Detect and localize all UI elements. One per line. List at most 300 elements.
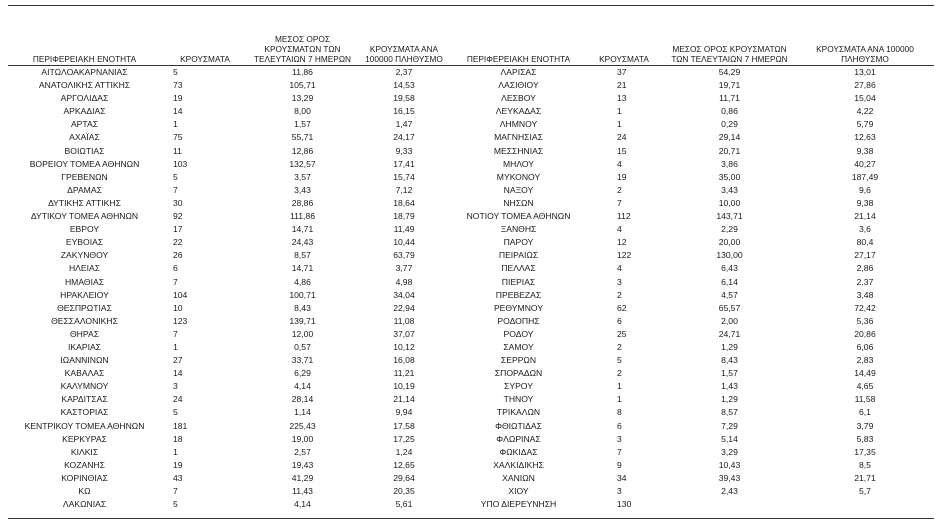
right-cases-cell: 3	[617, 433, 622, 444]
table-row	[8, 118, 934, 131]
right-avg-cell: 2,29	[721, 224, 738, 235]
right-avg-cell: 4,57	[721, 289, 738, 300]
right-per100k-cell: 12,63	[854, 132, 876, 143]
right-avg-cell: 130,00	[716, 250, 743, 261]
left-cases-cell: 19	[173, 459, 183, 470]
regional-cases-table	[8, 26, 934, 511]
left-cases-cell: 7	[173, 328, 178, 339]
table-row	[8, 498, 934, 511]
left-region-cell: ΚΩ	[78, 486, 91, 496]
left-region-cell: ΚΑΣΤΟΡΙΑΣ	[60, 407, 109, 418]
left-region-cell: ΔΥΤΙΚΟΥ ΤΟΜΕΑ ΑΘΗΝΩΝ	[30, 211, 139, 222]
left-avg-cell: 14,71	[291, 224, 314, 235]
table-row	[8, 459, 934, 472]
right-cases-cell: 4	[617, 158, 622, 169]
top-rule	[8, 5, 934, 6]
table-row	[8, 197, 934, 210]
right-region-cell: ΧΙΟΥ	[508, 486, 529, 496]
right-per100k-cell: 5,79	[856, 119, 874, 130]
table-row	[8, 341, 934, 354]
left-per100k-cell: 10,19	[393, 381, 415, 392]
right-avg-cell: 11,71	[719, 93, 740, 104]
table-row	[8, 367, 934, 380]
table-row	[8, 433, 934, 446]
right-per100k-cell: 4,22	[856, 106, 874, 117]
left-avg-cell: 11,86	[292, 67, 313, 77]
table-row	[8, 289, 934, 302]
left-cases-cell: 1	[173, 119, 178, 130]
left-avg-cell: 55,71	[291, 132, 314, 143]
right-cases-cell: 13	[617, 93, 627, 104]
right-avg-cell: 5,14	[721, 433, 738, 444]
left-avg-cell: 28,14	[291, 394, 314, 405]
right-avg-cell: 8,57	[721, 407, 738, 418]
left-avg-cell: 100,71	[289, 289, 316, 300]
left-per100k-cell: 14,53	[393, 80, 415, 91]
left-per100k-cell: 22,94	[393, 302, 415, 313]
left-per100k-cell: 10,44	[393, 237, 415, 248]
left-cases-cell: 27	[173, 355, 183, 366]
right-cases-cell: 34	[617, 472, 627, 483]
right-region-cell: ΧΑΛΚΙΔΙΚΗΣ	[493, 459, 544, 470]
left-cases-cell: 104	[173, 289, 188, 300]
left-avg-cell: 105,71	[289, 80, 316, 91]
left-avg-cell: 8,00	[294, 106, 311, 117]
right-cases-cell: 62	[617, 302, 627, 313]
right-region-cell: ΠΕΛΛΑΣ	[501, 263, 536, 274]
right-cases-cell: 122	[617, 250, 632, 261]
table-row	[8, 302, 934, 315]
left-per100k-cell: 7,12	[395, 184, 413, 195]
left-cases-cell: 6	[173, 263, 178, 274]
left-cases-cell: 10	[173, 302, 183, 313]
header-per100k-left: ΚΡΟΥΣΜΑΤΑ ΑΝΑ 100000 ΠΛΗΘΥΣΜΟ	[356, 26, 452, 66]
left-per100k-cell: 9,94	[395, 407, 413, 418]
right-cases-cell: 25	[617, 328, 627, 339]
left-avg-cell: 19,00	[291, 433, 314, 444]
left-avg-cell: 11,43	[292, 486, 313, 496]
right-cases-cell: 21	[617, 80, 627, 91]
right-region-cell: ΥΠΟ ΔΙΕΡΕΥΝΗΣΗ	[480, 499, 557, 510]
right-avg-cell: 2,43	[721, 486, 738, 496]
right-cases-cell: 9	[617, 459, 622, 470]
right-cases-cell: 19	[617, 171, 627, 182]
table-row	[8, 131, 934, 144]
right-avg-cell: 7,29	[721, 420, 738, 431]
left-avg-cell: 6,29	[294, 368, 311, 379]
table-row	[8, 236, 934, 249]
left-cases-cell: 11	[173, 145, 182, 156]
left-cases-cell: 24	[173, 394, 183, 405]
right-per100k-cell: 5,36	[856, 315, 874, 326]
right-cases-cell: 2	[617, 289, 622, 300]
left-cases-cell: 5	[173, 407, 178, 418]
right-cases-cell: 24	[617, 132, 627, 143]
left-cases-cell: 75	[173, 132, 183, 143]
right-region-cell: ΧΑΝΙΩΝ	[502, 472, 535, 483]
right-avg-cell: 2,00	[721, 315, 738, 326]
table-body	[8, 66, 934, 512]
right-per100k-cell: 9,38	[856, 197, 874, 208]
table-row	[8, 354, 934, 367]
left-avg-cell: 139,71	[289, 315, 316, 326]
table-row	[8, 393, 934, 406]
right-avg-cell: 20,00	[718, 237, 741, 248]
left-cases-cell: 181	[173, 420, 188, 431]
header-per100k-right: ΚΡΟΥΣΜΑΤΑ ΑΝΑ 100000 ΠΛΗΘΥΣΜΟ	[796, 26, 934, 66]
table-row	[8, 406, 934, 419]
right-cases-cell: 7	[617, 446, 622, 457]
left-avg-cell: 24,43	[291, 237, 314, 248]
left-avg-cell: 3,57	[294, 171, 311, 182]
left-avg-cell: 41,29	[291, 472, 314, 483]
left-per100k-cell: 15,74	[393, 171, 415, 182]
right-per100k-cell: 8,5	[859, 459, 871, 470]
right-per100k-cell: 27,86	[854, 80, 876, 91]
header-avg-right: ΜΕΣΟΣ ΟΡΟΣ ΚΡΟΥΣΜΑΤΩΝ ΤΩΝ ΤΕΛΕΥΤΑΙΩΝ 7 ΗΜΕΡΩΝ	[663, 26, 796, 66]
right-avg-cell: 39,43	[718, 472, 741, 483]
right-region-cell: ΛΑΡΙΣΑΣ	[500, 67, 537, 77]
left-region-cell: ΚΑΡΔΙΤΣΑΣ	[61, 394, 108, 405]
right-cases-cell: 6	[617, 420, 622, 431]
right-region-cell: ΠΡΕΒΕΖΑΣ	[495, 289, 542, 300]
right-cases-cell: 1	[617, 106, 622, 117]
left-per100k-cell: 11,49	[393, 224, 415, 235]
right-cases-cell: 15	[617, 145, 627, 156]
right-region-cell: ΦΘΙΩΤΙΔΑΣ	[495, 420, 542, 431]
left-region-cell: ΑΧΑΪΑΣ	[69, 132, 100, 143]
right-per100k-cell: 17,35	[854, 446, 876, 457]
left-avg-cell: 12,00	[291, 328, 314, 339]
right-region-cell: ΛΕΣΒΟΥ	[501, 93, 536, 104]
table-row	[8, 315, 934, 328]
left-region-cell: ΑΡΚΑΔΙΑΣ	[63, 106, 106, 117]
right-avg-cell: 1,43	[721, 381, 738, 392]
left-per100k-cell: 11,21	[393, 368, 415, 379]
left-cases-cell: 1	[173, 341, 178, 352]
right-cases-cell: 2	[617, 368, 622, 379]
right-region-cell: ΜΗΛΟΥ	[502, 158, 535, 169]
header-row	[8, 26, 934, 66]
right-avg-cell: 65,57	[718, 302, 741, 313]
left-per100k-cell: 21,14	[393, 394, 415, 405]
right-region-cell: ΡΟΔΟΥ	[503, 328, 534, 339]
right-region-cell: ΝΑΞΟΥ	[503, 184, 534, 195]
right-per100k-cell: 9,6	[859, 184, 871, 195]
left-per100k-cell: 4,98	[395, 276, 413, 287]
table-row	[8, 66, 934, 80]
right-per100k-cell: 4,65	[856, 381, 874, 392]
left-per100k-cell: 17,25	[393, 433, 415, 444]
left-region-cell: ΕΥΒΟΙΑΣ	[65, 237, 104, 248]
right-per100k-cell: 13,01	[854, 67, 876, 77]
right-region-cell: ΤΡΙΚΑΛΩΝ	[496, 407, 541, 418]
left-per100k-cell: 18,64	[393, 197, 415, 208]
table-row	[8, 446, 934, 459]
right-cases-cell: 2	[617, 184, 622, 195]
right-avg-cell: 10,00	[718, 197, 741, 208]
left-region-cell: ΙΚΑΡΙΑΣ	[67, 341, 101, 352]
right-cases-cell: 3	[617, 486, 622, 496]
left-per100k-cell: 10,12	[393, 341, 415, 352]
left-region-cell: ΚΑΛΥΜΝΟΥ	[60, 381, 109, 392]
right-avg-cell: 3,43	[721, 184, 738, 195]
right-per100k-cell: 3,48	[856, 289, 874, 300]
right-region-cell: ΜΕΣΣΗΝΙΑΣ	[493, 145, 544, 156]
right-region-cell: ΜΑΓΝΗΣΙΑΣ	[494, 132, 543, 143]
bottom-rule	[8, 518, 934, 519]
right-region-cell: ΞΑΝΘΗΣ	[500, 224, 537, 235]
left-cases-cell: 73	[173, 80, 183, 91]
left-cases-cell: 19	[173, 93, 183, 104]
right-avg-cell: 6,43	[721, 263, 738, 274]
left-cases-cell: 3	[173, 381, 178, 392]
table-row	[8, 328, 934, 341]
left-per100k-cell: 17,41	[393, 158, 415, 169]
left-per100k-cell: 5,61	[395, 499, 413, 510]
right-cases-cell: 8	[617, 407, 622, 418]
left-per100k-cell: 29,64	[393, 472, 415, 483]
table-row	[8, 158, 934, 171]
right-cases-cell: 1	[617, 381, 622, 392]
left-avg-cell: 4,86	[294, 276, 311, 287]
right-cases-cell: 7	[617, 197, 622, 208]
left-cases-cell: 92	[173, 211, 183, 222]
left-avg-cell: 111,86	[289, 211, 315, 222]
left-cases-cell: 14	[173, 106, 183, 117]
header-region-right: ΠΕΡΙΦΕΡΕΙΑΚΗ ΕΝΟΤΗΤΑ	[452, 26, 585, 66]
left-per100k-cell: 1,47	[395, 119, 413, 130]
header-cases-right: ΚΡΟΥΣΜΑΤΑ	[585, 26, 663, 66]
right-avg-cell: 29,14	[718, 132, 741, 143]
right-cases-cell: 3	[617, 276, 622, 287]
left-region-cell: ΘΕΣΠΡΩΤΙΑΣ	[57, 302, 112, 313]
table-row	[8, 485, 934, 498]
right-per100k-cell: 14,49	[854, 368, 876, 379]
right-per100k-cell: 5,83	[856, 433, 874, 444]
left-region-cell: ΛΑΚΩΝΙΑΣ	[62, 499, 107, 510]
left-cases-cell: 14	[173, 368, 183, 379]
header-region-left: ΠΕΡΙΦΕΡΕΙΑΚΗ ΕΝΟΤΗΤΑ	[8, 26, 161, 66]
left-per100k-cell: 18,79	[393, 211, 415, 222]
table-row	[8, 79, 934, 92]
right-cases-cell: 112	[617, 211, 631, 222]
left-per100k-cell: 37,07	[393, 328, 415, 339]
right-per100k-cell: 2,83	[856, 355, 874, 366]
left-cases-cell: 7	[173, 184, 178, 195]
right-region-cell: ΛΗΜΝΟΥ	[499, 119, 538, 130]
left-avg-cell: 0,57	[294, 341, 311, 352]
left-region-cell: ΔΡΑΜΑΣ	[67, 184, 102, 195]
left-region-cell: ΕΒΡΟΥ	[69, 224, 100, 235]
table-row	[8, 420, 934, 433]
table-row	[8, 184, 934, 197]
left-avg-cell: 19,43	[291, 459, 314, 470]
left-region-cell: ΑΙΤΩΛΟΑΚΑΡΝΑΝΙΑΣ	[41, 67, 128, 77]
right-region-cell: ΝΟΤΙΟΥ ΤΟΜΕΑ ΑΘΗΝΩΝ	[466, 211, 571, 222]
table-row	[8, 380, 934, 393]
left-cases-cell: 103	[173, 158, 188, 169]
right-cases-cell: 5	[617, 355, 622, 366]
table-row	[8, 171, 934, 184]
right-avg-cell: 24,71	[718, 328, 741, 339]
right-per100k-cell: 9,38	[856, 145, 874, 156]
table-row	[8, 223, 934, 236]
left-region-cell: ΚΟΖΑΝΗΣ	[64, 459, 105, 470]
right-per100k-cell: 72,42	[854, 302, 876, 313]
right-avg-cell: 1,29	[721, 341, 738, 352]
left-avg-cell: 33,71	[291, 355, 314, 366]
right-per100k-cell: 5,7	[859, 486, 871, 496]
table-row	[8, 249, 934, 262]
left-region-cell: ΑΡΤΑΣ	[70, 119, 99, 130]
right-avg-cell: 6,14	[721, 276, 738, 287]
left-cases-cell: 5	[173, 499, 178, 510]
right-region-cell: ΜΥΚΟΝΟΥ	[496, 171, 541, 182]
right-per100k-cell: 6,1	[859, 407, 871, 418]
left-cases-cell: 22	[173, 237, 183, 248]
left-cases-cell: 26	[173, 250, 183, 261]
right-cases-cell: 4	[617, 263, 622, 274]
header-cases-left: ΚΡΟΥΣΜΑΤΑ	[161, 26, 249, 66]
left-region-cell: ΚΕΝΤΡΙΚΟΥ ΤΟΜΕΑ ΑΘΗΝΩΝ	[24, 420, 145, 431]
right-avg-cell: 1,29	[721, 394, 738, 405]
left-avg-cell: 28,86	[291, 197, 314, 208]
left-region-cell: ΚΙΛΚΙΣ	[70, 446, 99, 457]
right-per100k-cell: 3,6	[859, 224, 871, 235]
right-avg-cell: 35,00	[718, 171, 741, 182]
header-avg-left: ΜΕΣΟΣ ΟΡΟΣ ΚΡΟΥΣΜΑΤΩΝ ΤΩΝ ΤΕΛΕΥΤΑΙΩΝ 7 ΗΜΕΡΩΝ	[249, 26, 356, 66]
left-region-cell: ΙΩΑΝΝΙΝΩΝ	[60, 355, 109, 366]
right-cases-cell: 12	[617, 237, 627, 248]
table-row	[8, 276, 934, 289]
right-region-cell: ΦΩΚΙΔΑΣ	[499, 446, 538, 457]
right-cases-cell: 37	[617, 67, 627, 77]
right-region-cell: ΝΗΣΩΝ	[503, 197, 534, 208]
left-avg-cell: 12,86	[291, 145, 314, 156]
left-avg-cell: 4,14	[294, 499, 311, 510]
left-cases-cell: 30	[173, 197, 183, 208]
left-region-cell: ΓΡΕΒΕΝΩΝ	[61, 171, 108, 182]
right-per100k-cell: 3,79	[856, 420, 874, 431]
left-avg-cell: 8,43	[294, 302, 311, 313]
table-row	[8, 472, 934, 485]
right-avg-cell: 10,43	[718, 459, 741, 470]
table-row	[8, 105, 934, 118]
left-per100k-cell: 17,58	[393, 420, 415, 431]
right-region-cell: ΤΗΝΟΥ	[503, 394, 534, 405]
right-per100k-cell: 187,49	[851, 171, 879, 182]
table-row	[8, 145, 934, 158]
left-per100k-cell: 2,37	[395, 67, 413, 77]
table-row	[8, 210, 934, 223]
table-row	[8, 92, 934, 105]
left-region-cell: ΚΟΡΙΝΘΙΑΣ	[61, 472, 108, 483]
left-avg-cell: 4,14	[294, 381, 311, 392]
right-avg-cell: 19,71	[718, 80, 741, 91]
right-region-cell: ΠΑΡΟΥ	[503, 237, 534, 248]
right-region-cell: ΠΙΕΡΙΑΣ	[501, 276, 536, 287]
left-region-cell: ΖΑΚΥΝΘΟΥ	[60, 250, 109, 261]
right-per100k-cell: 6,06	[856, 341, 874, 352]
left-cases-cell: 17	[173, 224, 183, 235]
left-region-cell: ΚΕΡΚΥΡΑΣ	[62, 433, 107, 444]
left-region-cell: ΔΥΤΙΚΗΣ ΑΤΤΙΚΗΣ	[48, 197, 121, 208]
right-per100k-cell: 21,71	[854, 472, 876, 483]
right-avg-cell: 20,71	[718, 145, 741, 156]
left-cases-cell: 5	[173, 67, 178, 77]
left-per100k-cell: 16,08	[393, 355, 415, 366]
right-avg-cell	[663, 498, 796, 511]
left-per100k-cell: 1,24	[395, 446, 413, 457]
right-per100k-cell: 2,86	[856, 263, 874, 274]
left-avg-cell: 225,43	[289, 420, 316, 431]
right-avg-cell: 8,43	[721, 355, 738, 366]
left-per100k-cell: 11,08	[393, 315, 415, 326]
right-per100k-cell: 21,14	[854, 211, 876, 222]
right-per100k-cell: 11,58	[854, 394, 876, 405]
right-cases-cell: 1	[617, 394, 622, 405]
left-cases-cell: 123	[173, 315, 188, 326]
table-row	[8, 262, 934, 275]
right-cases-cell: 130	[617, 499, 632, 510]
right-region-cell: ΡΟΔΟΠΗΣ	[497, 315, 540, 326]
right-per100k-cell: 80,4	[856, 237, 874, 248]
left-avg-cell: 1,57	[294, 119, 311, 130]
right-per100k-cell: 27,17	[854, 250, 876, 261]
left-region-cell: ΘΕΣΣΑΛΟΝΙΚΗΣ	[51, 315, 118, 326]
left-cases-cell: 18	[173, 433, 183, 444]
right-avg-cell: 0,86	[721, 106, 738, 117]
left-per100k-cell: 3,77	[395, 263, 413, 274]
left-per100k-cell: 20,35	[393, 486, 415, 496]
right-per100k-cell: 20,86	[854, 328, 876, 339]
left-cases-cell: 7	[173, 486, 178, 496]
right-cases-cell: 2	[617, 341, 622, 352]
left-cases-cell: 43	[173, 472, 183, 483]
right-avg-cell: 1,57	[721, 368, 738, 379]
left-region-cell: ΒΟΙΩΤΙΑΣ	[64, 145, 105, 156]
left-avg-cell: 132,57	[289, 158, 316, 169]
right-avg-cell: 3,29	[721, 446, 738, 457]
right-per100k-cell: 40,27	[854, 158, 876, 169]
left-avg-cell: 1,14	[294, 407, 311, 418]
left-region-cell: ΒΟΡΕΙΟΥ ΤΟΜΕΑ ΑΘΗΝΩΝ	[29, 158, 140, 169]
right-region-cell: ΛΕΥΚΑΔΑΣ	[495, 106, 542, 117]
left-avg-cell: 2,57	[294, 446, 311, 457]
left-region-cell: ΑΡΓΟΛΙΔΑΣ	[60, 93, 109, 104]
left-region-cell: ΘΗΡΑΣ	[69, 328, 100, 339]
left-region-cell: ΑΝΑΤΟΛΙΚΗΣ ΑΤΤΙΚΗΣ	[38, 80, 131, 91]
right-per100k-cell: 15,04	[854, 93, 876, 104]
left-per100k-cell: 9,33	[395, 145, 413, 156]
right-cases-cell: 1	[617, 119, 622, 130]
right-avg-cell: 3,86	[721, 158, 738, 169]
right-region-cell: ΣΥΡΟΥ	[504, 381, 533, 392]
right-cases-cell: 4	[617, 224, 622, 235]
right-region-cell: ΣΠΟΡΑΔΩΝ	[494, 368, 543, 379]
left-region-cell: ΚΑΒΑΛΑΣ	[64, 368, 105, 379]
left-per100k-cell: 12,65	[393, 459, 415, 470]
right-region-cell: ΛΑΣΙΘΙΟΥ	[498, 80, 539, 91]
left-per100k-cell: 19,58	[393, 93, 415, 104]
left-per100k-cell: 24,17	[393, 132, 415, 143]
left-region-cell: ΗΜΑΘΙΑΣ	[64, 276, 105, 287]
right-avg-cell: 143,71	[716, 211, 743, 222]
right-avg-cell: 54,29	[718, 67, 741, 77]
right-cases-cell: 6	[617, 315, 622, 326]
left-per100k-cell: 16,15	[393, 106, 415, 117]
